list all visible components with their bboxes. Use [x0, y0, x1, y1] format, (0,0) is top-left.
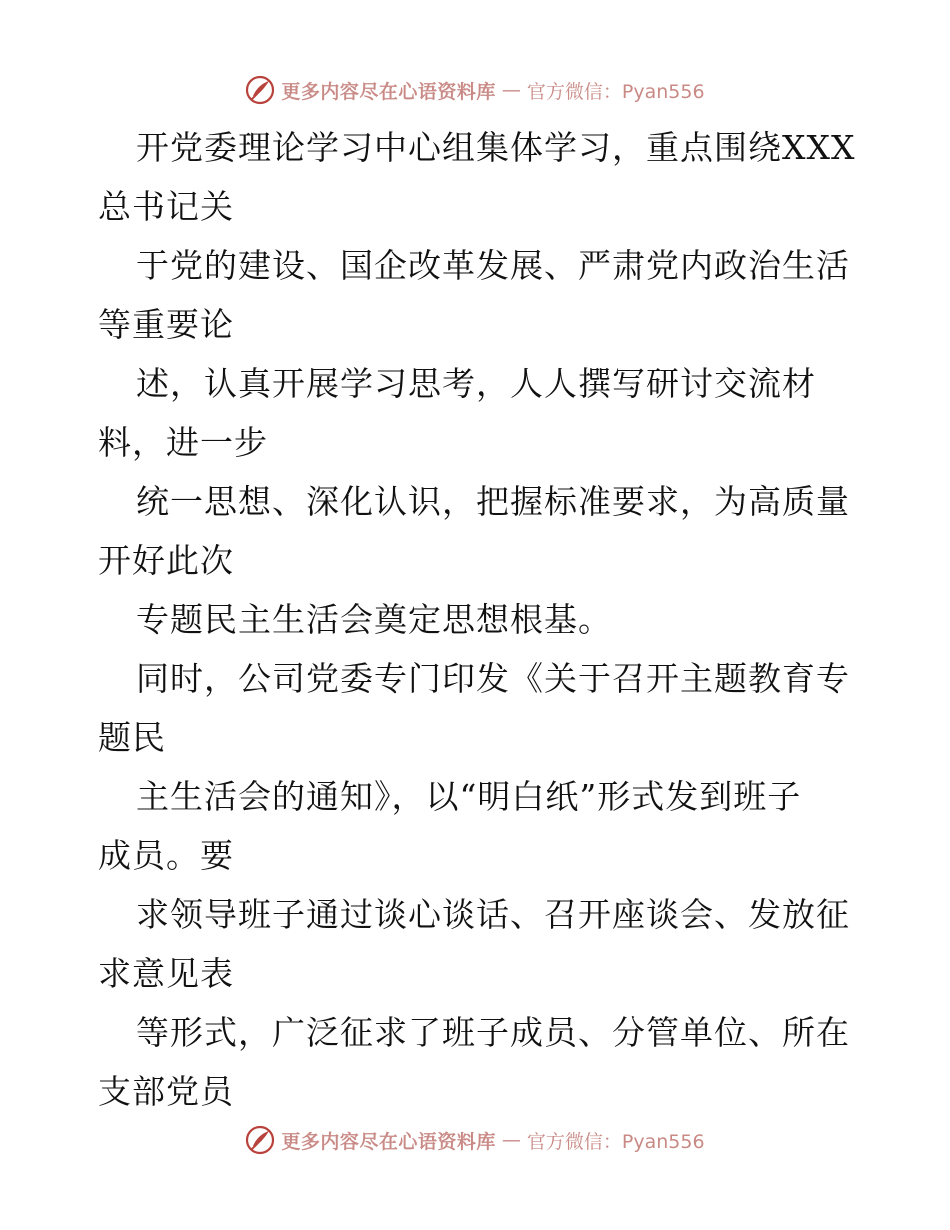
- text-line: 开党委理论学习中心组集体学习，重点围绕XXX: [136, 128, 856, 167]
- text-line: 主生活会的通知》，以“明白纸”形式发到班子: [136, 777, 802, 816]
- text-line: 述，认真开展学习思考，人人撰写研讨交流材: [136, 364, 816, 403]
- text-line: 支部党员: [98, 1072, 234, 1111]
- watermark-separator: —: [501, 1129, 521, 1151]
- text-line: 等重要论: [98, 305, 234, 344]
- text-line: 求领导班子通过谈心谈话、召开座谈会、发放征: [136, 895, 850, 934]
- text-line: 统一思想、深化认识，把握标准要求，为高质量: [136, 482, 850, 521]
- text-line: 等形式，广泛征求了班子成员、分管单位、所在: [136, 1013, 850, 1052]
- text-line: 总书记关: [98, 187, 234, 226]
- header-watermark: [0, 70, 950, 110]
- document-body: [98, 118, 858, 1121]
- text-line: 于党的建设、国企改革发展、严肃党内政治生活: [136, 246, 850, 285]
- text-line: 开好此次: [98, 541, 234, 580]
- text-line: 成员。要: [98, 836, 234, 875]
- text-line: 求意见表: [98, 954, 234, 993]
- watermark-brand: 更多内容尽在心语资料库: [281, 1130, 496, 1153]
- watermark-brand: 更多内容尽在心语资料库: [281, 80, 496, 103]
- watermark-contact: 官方微信：Pyan556: [526, 80, 705, 103]
- quill-logo-icon: [245, 75, 275, 105]
- footer-watermark: [0, 1120, 950, 1160]
- text-line: 同时，公司党委专门印发《关于召开主题教育专: [136, 659, 850, 698]
- text-line: 题民: [98, 718, 166, 757]
- watermark-separator: —: [501, 79, 521, 101]
- text-line: 料，进一步: [98, 423, 268, 462]
- quill-logo-icon: [245, 1125, 275, 1155]
- text-line: 专题民主生活会奠定思想根基。: [136, 600, 612, 639]
- watermark-contact: 官方微信：Pyan556: [526, 1130, 705, 1153]
